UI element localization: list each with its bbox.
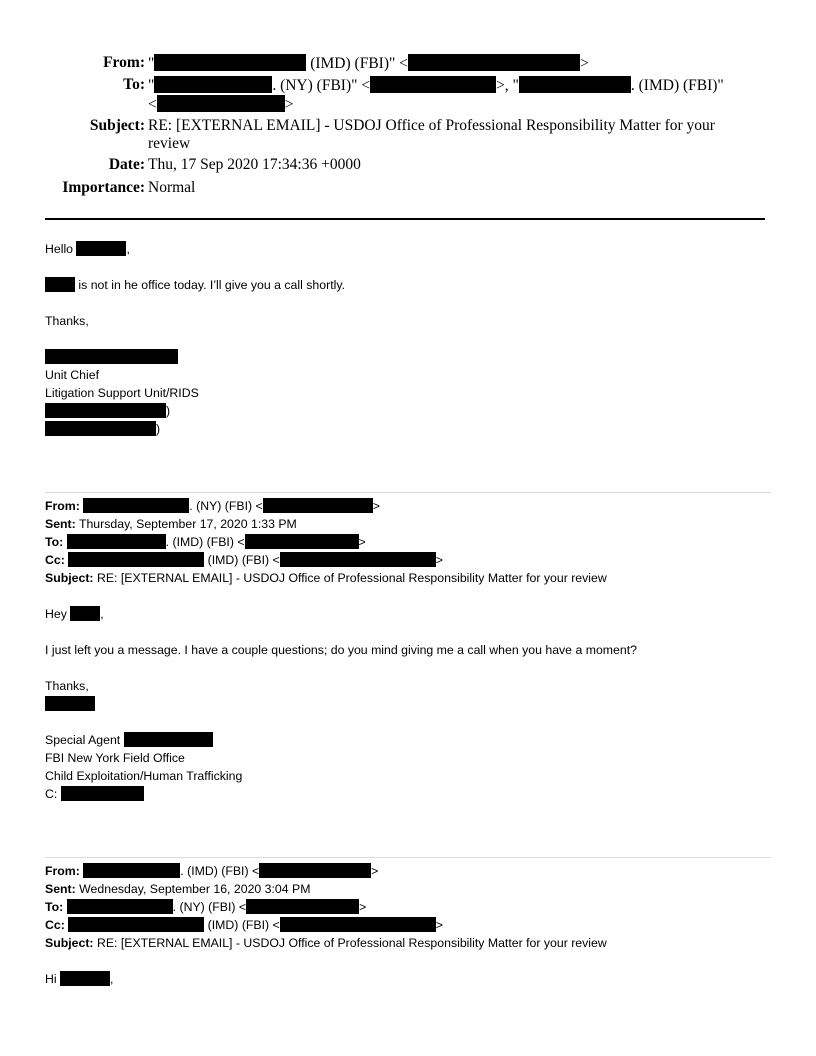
redaction (68, 552, 204, 567)
msg2-divider (45, 492, 771, 493)
msg1-signature-phone1: ) (45, 402, 170, 420)
header-from-row (0, 54, 800, 72)
msg2-to: To: . (IMD) (FBI) < > (45, 535, 366, 549)
header-subject-row (0, 117, 800, 153)
redaction (280, 552, 436, 567)
msg3-sent: Sent: Wednesday, September 16, 2020 3:04 PM (45, 882, 311, 896)
msg2-sender-name (45, 695, 95, 713)
redaction (61, 786, 144, 801)
msg2-thanks: Thanks, (45, 679, 89, 693)
msg1-signature-title: Unit Chief (45, 368, 99, 382)
msg2-cc: Cc: (IMD) (FBI) < > (45, 553, 443, 567)
msg2-from: From: . (NY) (FBI) < > (45, 499, 380, 513)
date-value: Thu, 17 Sep 2020 17:34:36 +0000 (148, 156, 361, 173)
redaction (45, 421, 156, 436)
importance-value: Normal (148, 179, 196, 196)
redaction (519, 76, 631, 93)
redaction (45, 277, 75, 292)
redaction (70, 606, 100, 621)
importance-label: Importance: (62, 179, 145, 196)
msg2-sent: Sent: Thursday, September 17, 2020 1:33 PM (45, 517, 297, 531)
redaction (76, 241, 126, 256)
redaction (83, 498, 189, 513)
subject-value: RE: [EXTERNAL EMAIL] - USDOJ Office of Professional Responsibility Matter for your review (148, 117, 715, 152)
redaction (67, 534, 166, 549)
redaction (246, 899, 359, 914)
redaction (280, 917, 436, 932)
msg3-from: From: . (IMD) (FBI) < > (45, 864, 379, 878)
msg2-signature-title: Special Agent (45, 731, 213, 749)
date-label: Date: (108, 156, 145, 173)
redaction (68, 917, 204, 932)
msg2-signature-office: FBI New York Field Office (45, 751, 185, 765)
msg1-signature-unit: Litigation Support Unit/RIDS (45, 386, 199, 400)
msg1-signature-phone2: ) (45, 420, 160, 438)
redaction (370, 76, 496, 93)
redaction (124, 732, 213, 747)
msg3-cc: Cc: (IMD) (FBI) < > (45, 918, 443, 932)
to-value: " . (NY) (FBI)" < >, " . (IMD) (FBI)" < > (148, 77, 724, 113)
msg1-thanks: Thanks, (45, 314, 89, 328)
msg2-signature-phone: C: (45, 785, 144, 803)
redaction (60, 971, 110, 986)
msg3-greeting: Hi , (45, 972, 114, 986)
msg2-greeting: Hey , (45, 607, 104, 621)
header-to-row (0, 76, 800, 112)
header-importance-row (0, 179, 800, 197)
redaction (154, 76, 272, 93)
msg3-to: To: . (NY) (FBI) < > (45, 900, 367, 914)
redaction (245, 534, 359, 549)
msg3-divider (45, 857, 771, 858)
msg2-subject: Subject: RE: [EXTERNAL EMAIL] - USDOJ Office of Professional Responsibility Matter for your review (45, 571, 607, 585)
redaction (45, 349, 178, 364)
from-label: From: (103, 54, 145, 71)
redaction (259, 863, 371, 878)
msg2-line1: I just left you a message. I have a couple questions; do you mind giving me a call when you have a moment? (45, 643, 637, 657)
redaction (263, 498, 373, 513)
redaction (67, 899, 173, 914)
redaction (154, 54, 306, 71)
redaction (45, 403, 166, 418)
subject-label: Subject: (89, 117, 145, 134)
msg3-subject: Subject: RE: [EXTERNAL EMAIL] - USDOJ Office of Professional Responsibility Matter for your review (45, 936, 607, 950)
msg1-signature-name (45, 348, 178, 366)
redaction (157, 95, 285, 112)
msg2-signature-unit: Child Exploitation/Human Trafficking (45, 769, 243, 783)
from-value: " (IMD) (FBI)" < > (148, 55, 589, 72)
to-label: To: (123, 76, 145, 93)
msg1-line1: is not in he office today. I’ll give you a call shortly. (45, 276, 345, 294)
msg1-greeting: Hello , (45, 242, 130, 256)
header-date-row (0, 156, 800, 174)
redaction (45, 696, 95, 711)
header-divider (45, 218, 765, 220)
redaction (83, 863, 180, 878)
redaction (408, 54, 580, 71)
